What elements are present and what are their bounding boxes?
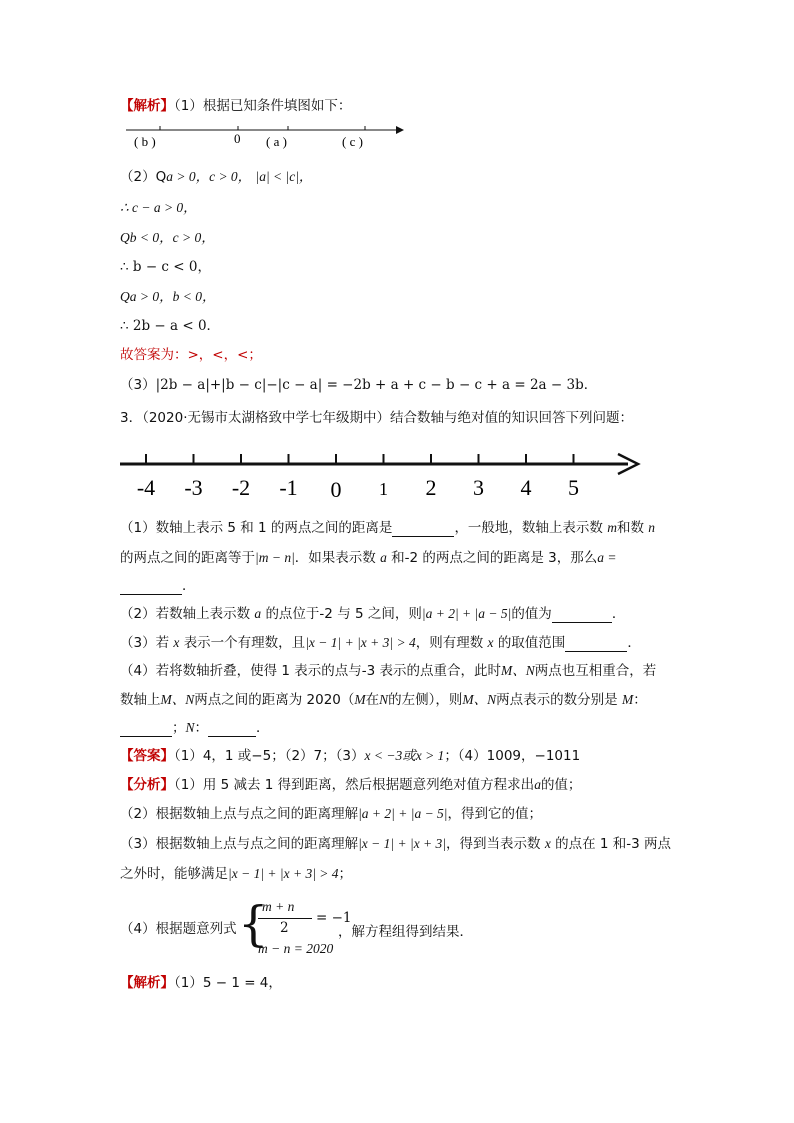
system-tail: ，解方程组得到结果． — [338, 924, 473, 940]
analysis-q3-1: 【分析】（1）用 5 减去 1 得到距离，然后根据题意列绝对值方程求出a的值； — [120, 777, 582, 793]
analysis-line-6: Qa > 0，b < 0， — [120, 289, 216, 304]
number-line-small — [120, 118, 410, 154]
answer-q3: 【答案】（1）4，1 或−5；（2）7；（3）x < −3或x > 1；（4）1009，−1011 — [120, 748, 581, 764]
label-zero: 0 — [234, 131, 241, 146]
analysis-q3-5-label: （4）根据题意列式 — [120, 921, 237, 937]
blank-3[interactable] — [552, 608, 612, 623]
eq1-numerator: m + n — [262, 899, 295, 914]
axis-ticks — [137, 454, 579, 502]
q3-part3: （3）若 x 表示一个有理数，且|x − 1| + |x + 3| > 4，则有理数 x 的取值范围 ． — [120, 635, 641, 651]
tick-label-1: 1 — [379, 479, 388, 499]
blank-4[interactable] — [565, 637, 627, 652]
blank-6[interactable] — [208, 722, 256, 737]
analysis-line-1 — [120, 97, 351, 115]
label-c: ( c ) — [342, 134, 363, 149]
analysis-line-8 — [120, 376, 597, 394]
tick-label--3: -3 — [184, 475, 203, 500]
tick-label--1: -1 — [279, 475, 298, 500]
step-label: （3） — [120, 377, 156, 393]
analysis-line-4: Qb < 0，c > 0， — [120, 230, 215, 245]
number-line-main — [118, 445, 648, 505]
label-b: ( b ) — [134, 134, 156, 149]
analysis-q3-4: 之外时，能够满足|x − 1| + |x + 3| > 4； — [120, 866, 353, 882]
step-math: a > 0，c > 0， — [166, 169, 252, 184]
eq1-rhs: = −1 — [316, 910, 352, 926]
eq2: m − n = 2020 — [258, 941, 334, 956]
tick-label--4: -4 — [136, 475, 156, 500]
eq1-denominator: 2 — [280, 920, 289, 936]
analysis-line-2 — [120, 168, 312, 186]
step-label: （2）Q — [120, 169, 167, 185]
analysis-q3-2: （2）根据数轴上点与点之间的距离理解|a + 2| + |a − 5|，得到它的值； — [120, 806, 543, 822]
tick-label-3: 3 — [473, 475, 484, 500]
analysis-line-5: ∴ b − c < 0， — [120, 259, 211, 275]
blank-5[interactable] — [120, 722, 172, 737]
q3-part1-line1: （1）数轴上表示 5 和 1 的两点之间的距离是 ，一般地，数轴上表示数 m和数 n — [120, 520, 656, 536]
tick-label-4: 4 — [520, 475, 532, 500]
step-abs: |a| < |c|， — [255, 169, 313, 184]
question-3-stem: 3．（2020·无锡市太湖格致中学七年级期中）结合数轴与绝对值的知识回答下列问题： — [120, 410, 633, 426]
analysis-line-7: ∴ 2b − a < 0． — [120, 318, 221, 334]
analysis-line-3: ∴ c − a > 0， — [120, 200, 197, 215]
system-brace: { — [238, 896, 269, 952]
analysis-text: （1）根据已知条件填图如下： — [174, 98, 352, 114]
blank-2[interactable] — [120, 580, 182, 595]
tick-label--2: -2 — [231, 475, 251, 500]
fraction-bar — [258, 918, 312, 919]
answer-line: 故答案为：>，<，<； — [120, 347, 262, 363]
tick-label-0: 0 — [330, 477, 342, 502]
analysis-tag: 【解析】 — [120, 98, 174, 114]
q3-part4-line1: （4）若将数轴折叠，使得 1 表示的点与-3 表示的点重合，此时M、N两点也互相重合，若 — [120, 663, 657, 679]
q3-part4-line2: 数轴上M、N两点之间的距离为 2020（M在N的左侧），则M、N两点表示的数分别是 M： — [120, 692, 647, 708]
label-a: ( a ) — [266, 134, 287, 149]
tick-label-5: 5 — [568, 475, 579, 500]
q3-part2: （2）若数轴上表示数 a 的点位于-2 与 5 之间，则|a + 2| + |a − 5|的值为 ． — [120, 606, 626, 622]
q3-part1-line3: ． — [120, 577, 196, 595]
blank-1[interactable] — [392, 522, 454, 537]
q3-part1-line2: 的两点之间的距离等于|m − n|．如果表示数 a 和-2 的两点之间的距离是 3，那么a = — [120, 550, 617, 566]
tick-label-2: 2 — [425, 475, 437, 500]
analysis-q3-3: （3）根据数轴上点与点之间的距离理解|x − 1| + |x + 3|，得到当表示数 x 的点在 1 和-3 两点 — [120, 836, 672, 852]
step-math: |2b − a|+|b − c|−|c − a| = −2b + a + c − b − c + a = 2a − 3b． — [155, 377, 598, 393]
q3-part4-line3: ；N： ． — [120, 719, 270, 737]
solution-q3-1: 【解析】（1）5 − 1 = 4， — [120, 975, 282, 991]
